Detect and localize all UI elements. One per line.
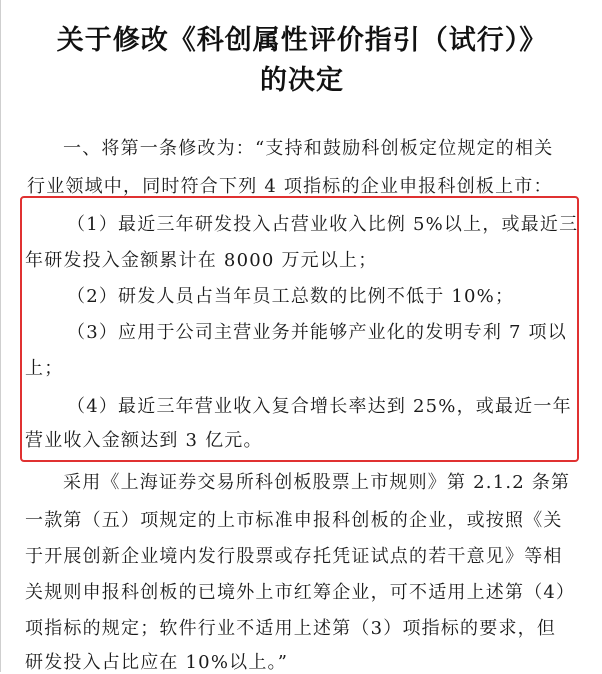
indicator-1-line-2: 年研发投入金额累计在 8000 万元以上； bbox=[25, 250, 378, 271]
paragraph-line: 行业领域中，同时符合下列 4 项指标的企业申报科创板上市： bbox=[27, 176, 553, 197]
red-highlight-box bbox=[20, 196, 579, 462]
paragraph-line: 采用《上海证券交易所科创板股票上市规则》第 2.1.2 条第 bbox=[63, 472, 571, 493]
document-title-line-1: 关于修改《科创属性评价指引（试行）》 bbox=[56, 25, 548, 56]
indicator-3-line-2: 上； bbox=[25, 358, 64, 379]
document-title-line-2: 的决定 bbox=[260, 65, 344, 96]
indicator-4-line-2: 营业收入金额达到 3 亿元。 bbox=[25, 430, 263, 451]
paragraph-line: 项指标的规定；软件行业不适用上述第（3）项指标的要求，但 bbox=[25, 618, 557, 639]
paragraph-line: 一款第（五）项规定的上市标准申报科创板的企业，或按照《关 bbox=[25, 510, 563, 531]
indicator-3-line-1: （3）应用于公司主营业务并能够产业化的发明专利 7 项以 bbox=[67, 322, 567, 343]
paragraph-line: 一、将第一条修改为：“支持和鼓励科创板定位规定的相关 bbox=[63, 138, 554, 159]
indicator-4-line-1: （4）最近三年营业收入复合增长率达到 25%，或最近一年 bbox=[67, 396, 572, 417]
indicator-2-line: （2）研发人员占当年员工总数的比例不低于 10%； bbox=[67, 286, 515, 307]
paragraph-line: 于开展创新企业境内发行股票或存托凭证试点的若干意见》等相 bbox=[25, 546, 563, 567]
paragraph-line: 研发投入占比应在 10%以上。” bbox=[25, 652, 289, 673]
paragraph-line: 关规则申报科创板的已境外上市红筹企业，可不适用上述第（4） bbox=[25, 582, 576, 603]
indicator-1-line-1: （1）最近三年研发投入占营业收入比例 5%以上，或最近三 bbox=[67, 214, 579, 235]
